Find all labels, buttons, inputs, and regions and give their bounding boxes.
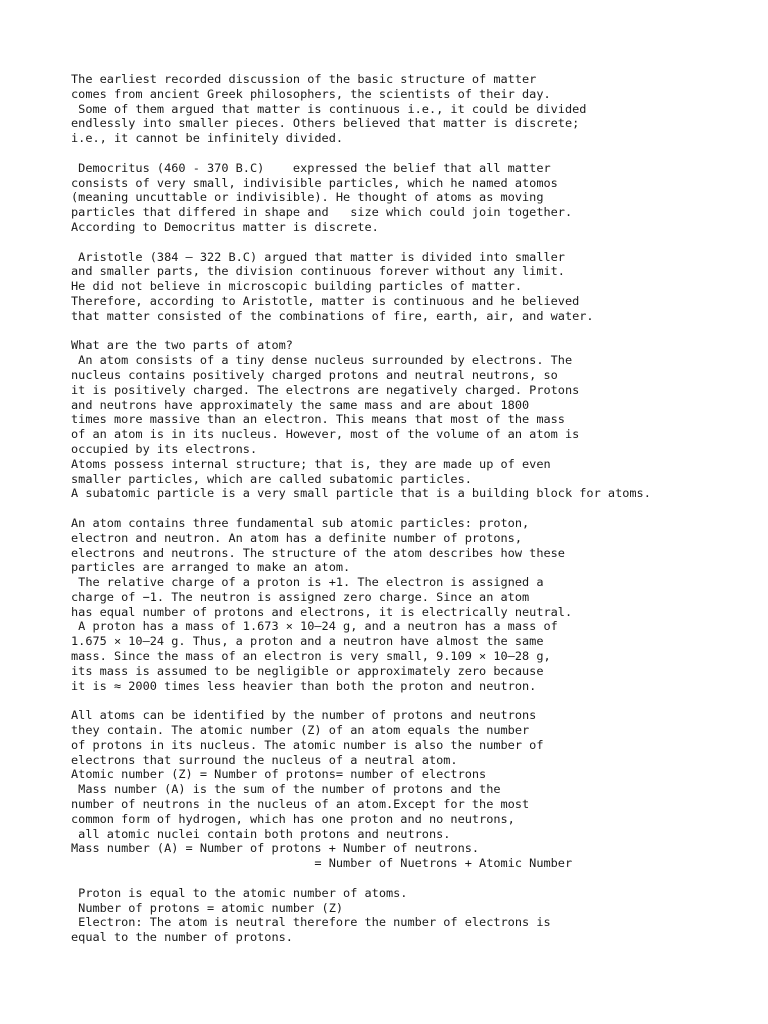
paragraph-greek-philosophers: The earliest recorded discussion of the basic structure of matter comes from ancient Greek philosophers, the scientists of their day. Some of them argued that matter is continuous i.e., it could be divided endlessly into smaller pieces. Others believed that matter is discrete; i.e., it cannot be infinitely divided. bbox=[71, 72, 587, 146]
paragraph-atomic-mass-number: All atoms can be identified by the number of protons and neutrons they contain. The atomic number (Z) of an atom equals the number of protons in its nucleus. The atomic number is also the number of electrons that surround the nucleus of a neutral atom. Atomic number (Z) = Number of protons= number of electrons Mass number (A) is the sum of the number of protons and the number of neutrons in the nucleus of an atom.Except for the most common form of hydrogen, which has one proton and no neutrons, all atomic nuclei contain both protons and neutrons. Mass number (A) = Number of protons + Number of neutrons. = Number of Nuetrons + Atomic Number bbox=[71, 708, 573, 871]
paragraph-protons-electrons: Proton is equal to the atomic number of atoms. Number of protons = atomic number (Z) Electron: The atom is neutral therefore the number of electrons is equal to the number of protons. bbox=[71, 885, 551, 945]
paragraph-aristotle: Aristotle (384 – 322 B.C) argued that matter is divided into smaller and smaller parts, the division continuous forever without any limit. He did not believe in microscopic building particles of matter. Therefore, according to Aristotle, matter is continuous and he believed that matter consisted of the combinations of fire, earth, air, and water. bbox=[71, 249, 594, 323]
document-page bbox=[71, 72, 731, 960]
paragraph-parts-of-atom: What are the two parts of atom? An atom consists of a tiny dense nucleus surrounded by electrons. The nucleus contains positively charged protons and neutral neutrons, so it is positively charged. The electrons are negatively charged. Protons and neutrons have approximately the same mass and are about 1800 times more massive than an electron. This means that most of the mass of an atom is in its nucleus. However, most of the volume of an atom is occupied by its electrons. Atoms possess internal structure; that is, they are made up of even smaller particles, which are called subatomic particles. A subatomic particle is a very small particle that is a building block for atoms. bbox=[71, 338, 651, 501]
paragraph-democritus: Democritus (460 - 370 B.C) expressed the belief that all matter consists of very small, indivisible particles, which he named atomos (meaning uncuttable or indivisible). He thought of atoms as moving particles that differed in shape and size which could join together. According to Democritus matter is discrete. bbox=[71, 160, 573, 234]
paragraph-subatomic-particles: An atom contains three fundamental sub atomic particles: proton, electron and neutron. An atom has a definite number of protons, electrons and neutrons. The structure of the atom describes how these particles are arranged to make an atom. The relative charge of a proton is +1. The electron is assigned a charge of −1. The neutron is assigned zero charge. Since an atom has equal number of protons and electrons, it is electrically neutral. A proton has a mass of 1.673 × 10–24 g, and a neutron has a mass of 1.675 × 10–24 g. Thus, a proton and a neutron have almost the same mass. Since the mass of an electron is very small, 9.109 × 10–28 g, its mass is assumed to be negligible or approximately zero because it is ≈ 2000 times less heavier than both the proton and neutron. bbox=[71, 515, 573, 693]
